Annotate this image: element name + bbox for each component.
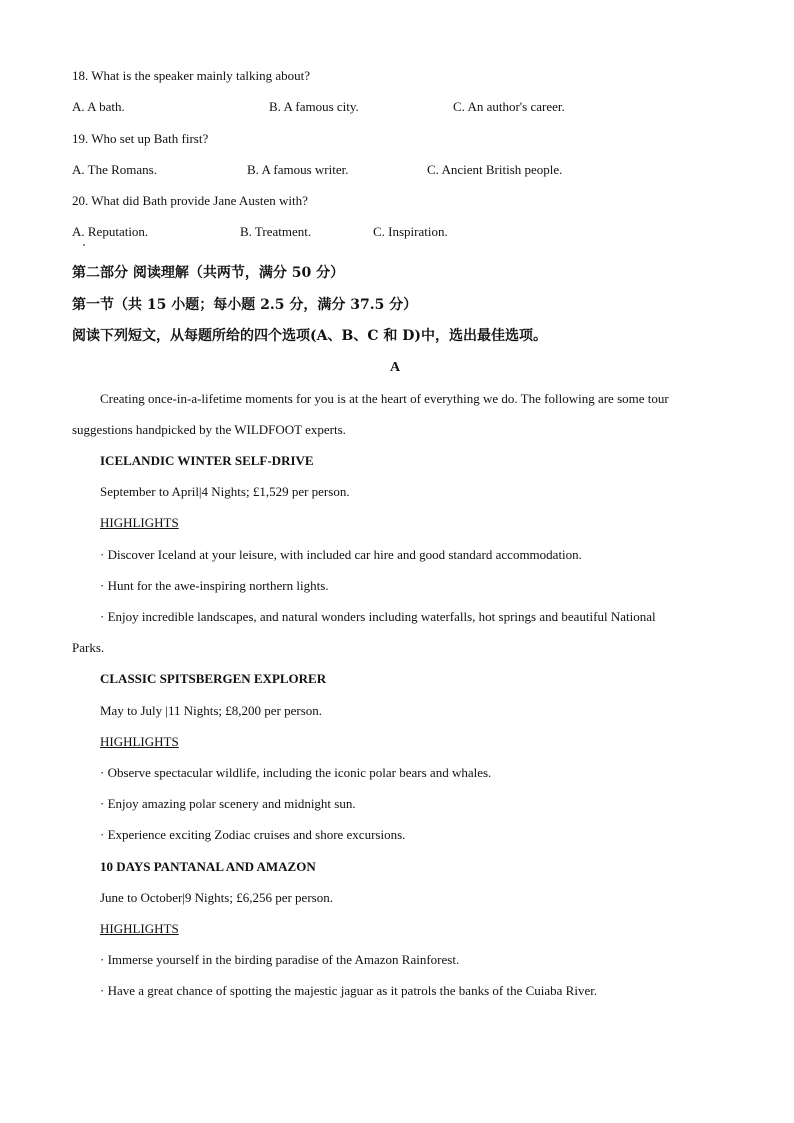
highlight-bullet: · Hunt for the awe-inspiring northern lights. (100, 578, 329, 593)
stray-mark (83, 244, 85, 246)
tour-info: May to July |11 Nights; £8,200 per person. (100, 703, 323, 718)
highlights-label: HIGHLIGHTS (100, 734, 179, 749)
q20-option-c: C. Inspiration. (373, 224, 448, 239)
passage-letter: A (390, 360, 401, 375)
passage-intro-line-1: Creating once-in-a-lifetime moments for you is at the heart of everything we do. The following are some tour (100, 391, 669, 406)
highlights-label: HIGHLIGHTS (100, 515, 179, 530)
highlight-bullet: · Enjoy amazing polar scenery and midnight sun. (100, 796, 356, 811)
question-20: 20. What did Bath provide Jane Austen with? (72, 193, 308, 208)
q20-option-b: B. Treatment. (240, 224, 312, 239)
highlight-bullet: · Discover Iceland at your leisure, with included car hire and good standard accommodation. (100, 547, 582, 562)
tour-title: ICELANDIC WINTER SELF-DRIVE (100, 453, 314, 468)
passage-intro-line-2: suggestions handpicked by the WILDFOOT experts. (72, 422, 346, 437)
highlight-bullet: · Have a great chance of spotting the majestic jaguar as it patrols the banks of the Cuiaba River. (100, 983, 598, 998)
tour-info: September to April|4 Nights; £1,529 per person. (100, 484, 350, 499)
q18-option-b: B. A famous city. (269, 99, 359, 114)
question-19: 19. Who set up Bath first? (72, 131, 209, 146)
q19-option-a: A. The Romans. (72, 162, 157, 177)
q19-option-c: C. Ancient British people. (427, 162, 563, 177)
highlight-bullet: · Observe spectacular wildlife, including the iconic polar bears and whales. (100, 765, 492, 780)
highlights-label: HIGHLIGHTS (100, 921, 179, 936)
highlight-bullet-continuation: Parks. (72, 640, 105, 655)
highlight-bullet: · Immerse yourself in the birding paradise of the Amazon Rainforest. (100, 952, 460, 967)
question-18: 18. What is the speaker mainly talking about? (72, 68, 311, 83)
q20-option-a: A. Reputation. (72, 224, 149, 239)
q19-option-b: B. A famous writer. (247, 162, 349, 177)
tour-title: 10 DAYS PANTANAL AND AMAZON (100, 859, 316, 874)
tour-title: CLASSIC SPITSBERGEN EXPLORER (100, 671, 327, 686)
tour-info: June to October|9 Nights; £6,256 per person. (100, 890, 333, 905)
q18-option-c: C. An author's career. (453, 99, 565, 114)
q18-option-a: A. A bath. (72, 99, 125, 114)
section-one-heading: 第一节（共 15 小题；每小题 2.5 分，满分 37.5 分） (72, 297, 418, 313)
highlight-bullet: · Experience exciting Zodiac cruises and shore excursions. (100, 827, 406, 842)
reading-instruction: 阅读下列短文，从每题所给的四个选项(A、B、C 和 D)中，选出最佳选项。 (72, 328, 547, 344)
highlight-bullet: · Enjoy incredible landscapes, and natural wonders including waterfalls, hot springs and beautiful National (100, 609, 656, 624)
part-two-heading: 第二部分 阅读理解（共两节，满分 50 分） (72, 265, 345, 281)
